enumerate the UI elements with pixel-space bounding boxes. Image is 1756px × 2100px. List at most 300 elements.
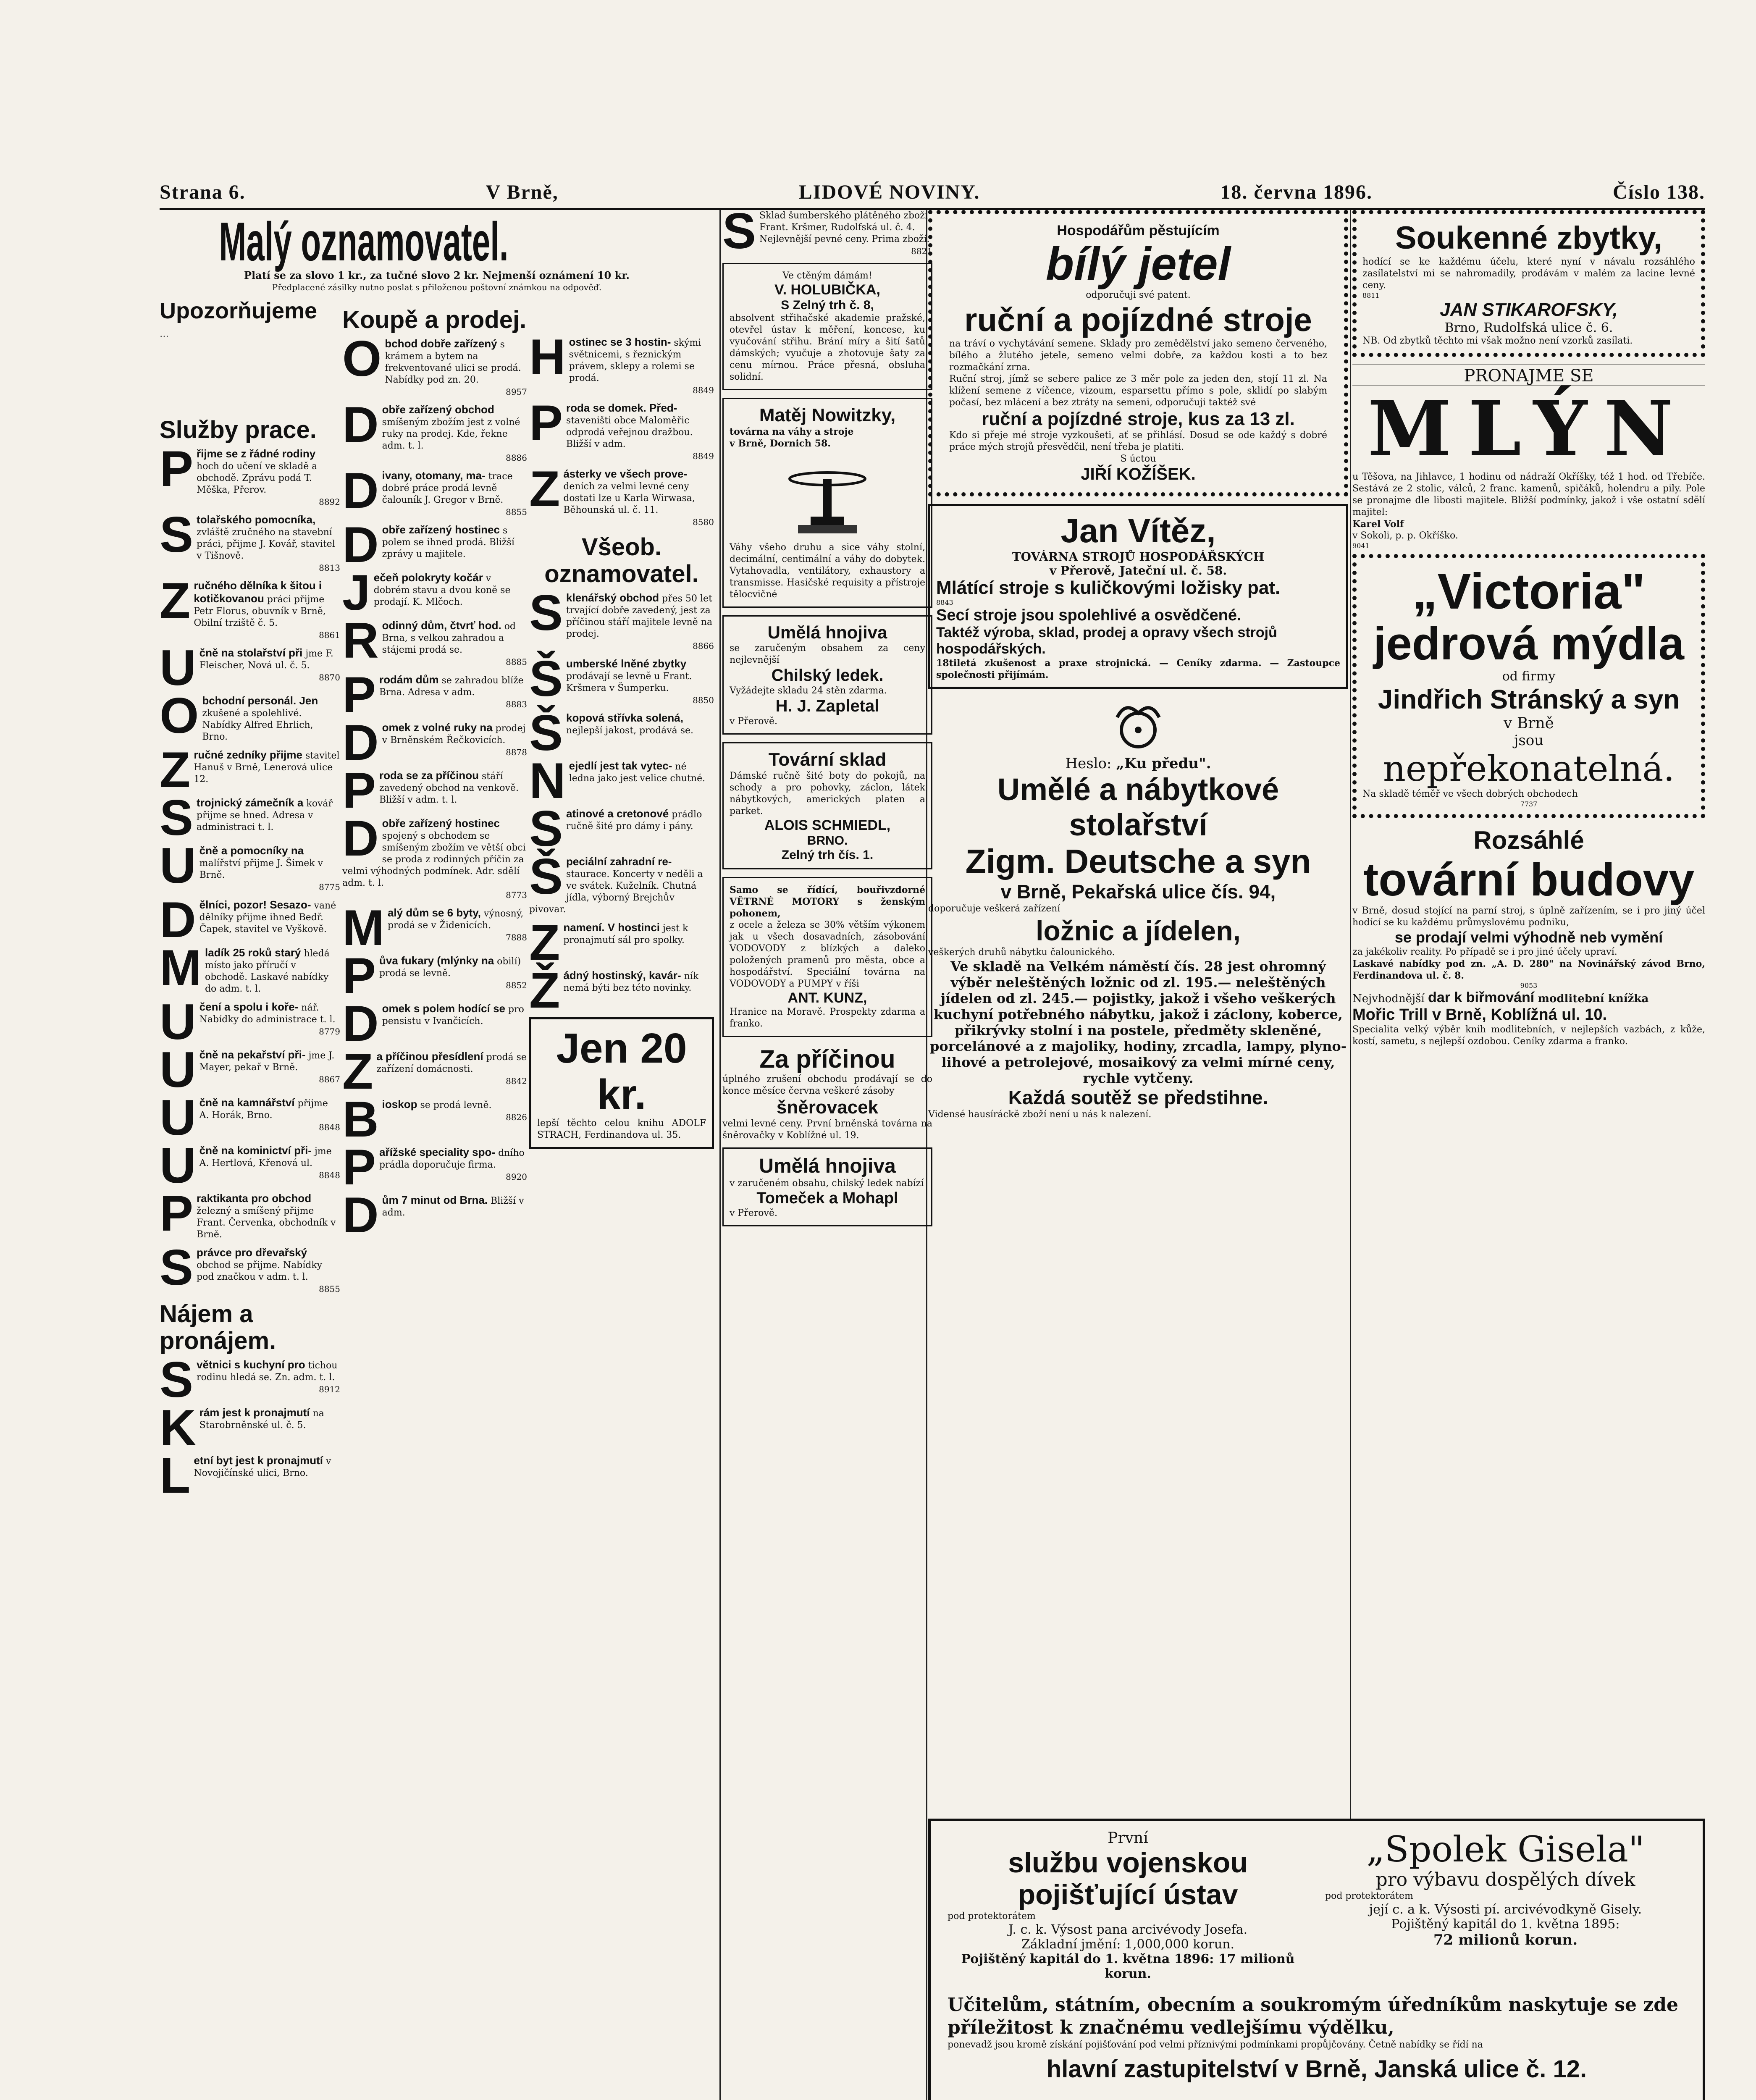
drop-cap: D: [342, 517, 379, 573]
ad-headline: rodám dům: [379, 673, 439, 686]
kozisek-text3: Kdo si přeje mé stroje vyzkoušeti, ať se přihlásí. Dosud se ode každý s dobré práce mých strojů přesvědčil, není třeba je platiti.: [949, 430, 1327, 452]
classified-ad: [160, 688, 340, 744]
pojisteni-agency: hlavní zastupitelství v Brně, Janská ulice č. 12.: [1046, 2055, 1587, 2083]
ad-headline: ručného dělníka k šitou i kotičkovanou: [194, 579, 322, 605]
ad-text: přijme A. Horák, Brno.: [199, 1098, 328, 1121]
budovy-offers: Laskavé nabídky pod zn. „A. D. 280" na Novinářský závod Brno, Ferdinandova ul. č. 8.: [1352, 958, 1705, 981]
ad-number: 8886: [506, 453, 527, 463]
ad-headline: omek z volné ruky na: [382, 721, 493, 734]
classified-ad: [342, 948, 527, 1004]
drop-cap: U: [160, 640, 196, 696]
section-vseob: Všeob. oznamovatel.: [544, 533, 699, 588]
column-classifieds-2: [342, 210, 527, 2100]
ad-victoria: [1352, 554, 1705, 818]
deutsch-recommend: doporučuje veškerá zařízení: [928, 903, 1060, 914]
classified-ad: [160, 1185, 340, 1242]
ad-headline: ům 7 minut od Brna.: [382, 1194, 488, 1206]
classified-ad: [342, 331, 527, 398]
vitez-experience: 18tiletá zkušenost a praxe strojnická. — Ceníky zdarma. — Zastoupce společnosti přijímám.: [936, 658, 1340, 680]
drop-cap: U: [160, 1089, 196, 1146]
ad-headline: čně na pekařství při-: [199, 1048, 306, 1061]
vitez-number: 8843: [936, 598, 953, 606]
deutsch-upholstery: veškerých druhů nábytku čalounického.: [928, 947, 1115, 958]
drop-cap: Š: [529, 651, 563, 707]
jen20-title: Jen 20 kr.: [556, 1025, 687, 1118]
classified-ad: [529, 801, 714, 857]
drop-cap: S: [722, 203, 756, 259]
trill-book: modlitební knížka: [1538, 992, 1649, 1005]
ad-text: hoch do učení ve skladě a obchodě. Zprávu podá T. Měška, Přerov.: [197, 461, 318, 495]
classified-ad: [342, 995, 527, 1052]
ad-headline: ejedlí jest tak vytec-: [569, 759, 672, 772]
classified-ad: [342, 714, 527, 771]
ad-kunz: [722, 877, 932, 1037]
classified-ad: [529, 848, 714, 916]
ad-headline: čení a spolu i koře-: [199, 1000, 299, 1013]
ad-headline: ařížské speciality spo-: [379, 1146, 496, 1158]
ad-text: obilí) prodá se levně.: [379, 956, 521, 979]
column-divider: [1350, 210, 1351, 2100]
chilsky-title: Chilský ledek.: [771, 666, 884, 685]
ad-headline: peciální zahradní re-: [566, 855, 672, 868]
ad-number: 8821: [911, 246, 932, 256]
ad-number: 8773: [506, 890, 527, 900]
ad-number: 8826: [506, 1112, 527, 1122]
ad-text: Sklad šumberského plátěného zboží Frant. Kršmer, Rudolfská ul. č. 4. Nejlevnější pevné ceny. Prima zboží.: [759, 210, 930, 244]
ad-number: 8849: [693, 451, 714, 461]
kozisek-text1: na tráví o vychytávání semene. Sklady pro zemědělství jako semeno červeného, bílého a žlutého jetele, semeno velmi dobře, za každou kosti a to bez rozmačkání zrna.: [949, 339, 1327, 373]
ad-headline: roda se domek. Před-: [566, 402, 677, 414]
trill-gift: dar k biřmování: [1428, 990, 1535, 1005]
deutsch-headline: Umělé a nábytkové stolařství: [997, 772, 1279, 842]
classified-list-3b: [529, 585, 714, 1018]
mlyn-header: PRONAJME SE: [1352, 365, 1705, 387]
column-ads-4: [722, 203, 932, 2100]
budovy-title: tovární budovy: [1363, 854, 1695, 906]
classified-ad: [160, 892, 340, 948]
vitez-address: v Přerově, Jateční ul. č. 58.: [1049, 564, 1227, 578]
classified-ad: [529, 651, 714, 707]
ad-headline: alý dům se 6 byty,: [387, 906, 481, 919]
pojisteni-capital: Základní jmění: 1,000,000 korun.: [1021, 1937, 1235, 1952]
victoria-are: jsou: [1514, 732, 1544, 749]
drop-cap: D: [342, 396, 379, 453]
classified-ad: [529, 461, 714, 528]
classified-list-3: [529, 329, 714, 528]
ad-headline: právce pro dřevařský: [197, 1246, 307, 1259]
ad-text: ník nemá býti bez této novinky.: [563, 971, 699, 993]
ad-text: železný a smíšený přijme Frant. Červenka, obchodník v Brně.: [197, 1206, 336, 1240]
classified-ad: [342, 564, 527, 621]
ad-text: smíšeným zbožím jest z volné ruky na prodej. Kde, řekne adm. t. l.: [382, 417, 520, 451]
column-divider: [719, 210, 721, 2100]
classified-ad: [160, 940, 340, 996]
ad-headline: větnici s kuchyní pro: [197, 1358, 305, 1371]
drop-cap: U: [160, 1042, 196, 1098]
ad-headline: roda se za příčinou: [379, 769, 479, 782]
issue-number: Číslo 138.: [1612, 181, 1705, 203]
column-ads-6: [1352, 210, 1705, 2100]
gisela-subtitle: pro výbavu dospělých dívek: [1375, 1869, 1635, 1890]
ad-number: 7888: [506, 932, 527, 942]
ad-number: 8878: [506, 747, 527, 757]
ad-text: staveništi obce Maloměřic odprodá veřejnou dražbou. Bližší v adm.: [566, 415, 693, 449]
drop-cap: P: [342, 948, 376, 1004]
ad-headline: ostinec se 3 hostin-: [569, 336, 671, 348]
budovy-sale: se prodají velmi výhodně neb vymění: [1394, 929, 1663, 946]
classified-ad: [529, 753, 714, 809]
holubicka-address: S Zelný trh č. 8,: [781, 298, 874, 312]
drop-cap: Ž: [529, 962, 560, 1018]
classified-ad: [529, 585, 714, 652]
ad-headline: tolařského pomocníka,: [197, 513, 316, 526]
classified-ad: [529, 395, 714, 462]
classified-ad: [160, 1447, 340, 1504]
drop-cap: H: [529, 329, 566, 385]
drop-cap: Z: [529, 461, 560, 517]
issue-date: 18. června 1896.: [1220, 181, 1373, 203]
ad-sklad: [722, 203, 932, 259]
kozisek-name: JIŘÍ KOŽÍŠEK.: [1081, 465, 1196, 483]
ad-text: stavitel Hanuš v Brně, Lenerová ulice 12.: [194, 751, 340, 785]
victoria-from: od firmy: [1502, 669, 1556, 684]
drop-cap: Š: [529, 705, 563, 761]
ad-text: vané dělníky přijme ihned Bedř. Čapek, stavitel ve Vyškově.: [199, 900, 336, 934]
victoria-city: v Brně: [1504, 715, 1554, 732]
ad-text: prodá se zařízení domácnosti.: [376, 1052, 527, 1074]
price-note: Předplacené zásilky nutno poslat s přiloženou poštovní známkou na odpověď.: [272, 282, 602, 292]
ad-trill: [1352, 990, 1705, 1047]
ad-text: staurace. Koncerty v neděli a ve svátek. Kuželník. Chutná jídla, výborný Brejchův pivovar.: [529, 869, 703, 915]
ad-text: pro pensistu v Ivančicích.: [382, 1004, 524, 1026]
deutsch-loznic: ložnic a jídelen,: [1036, 915, 1241, 946]
ad-headline: rám jest k pronajmutí: [199, 1406, 310, 1419]
classified-ad: [342, 517, 527, 573]
kozisek-text2: Ruční stroj, jímž se sebere palice ze 3 měr pole za jeden den, stojí 11 zl. Na klížení semene z víčence, vizoum, esparsettu přímo s pole, sklidí po slabým počasí, bez mlácení a bez ztráty na semeni, odporučuji taktéž své: [949, 374, 1327, 408]
umela-title: Umělá hnojiva: [767, 622, 887, 642]
zapletal-city: v Přerově.: [730, 716, 777, 727]
snerovacek-text: velmi levné ceny. První brněnská továrna na šněrovačky v Koblížné ul. 19.: [722, 1118, 932, 1141]
pojisteni-prvni: První: [1108, 1830, 1148, 1847]
alois-city: BRNO.: [807, 834, 848, 848]
ad-text: se prodá levně.: [420, 1100, 492, 1110]
kunz-headline: Samo se řídící, bouřivzdorné VĚTRNÉ MOTORY s ženským pohonem,: [730, 885, 925, 919]
classified-list-1: [160, 441, 340, 1296]
ad-number: 8580: [693, 517, 714, 527]
ad-text: spojený s obchodem se smíšeným zbožím ve větší obci se proda z rodinných příčin za velmi výhodných podmínek. Adr. sdělí adm. t. l.: [342, 831, 526, 888]
motto-label: Heslo:: [1065, 755, 1112, 772]
victoria-unbeatable: nepřekonatelná.: [1383, 748, 1675, 789]
kunz-addr: Hranice na Moravě. Prospekty zdarma a franko.: [730, 1007, 925, 1029]
drop-cap: S: [529, 585, 563, 641]
column-ads-5: [928, 210, 1348, 2100]
gisela-protektorat: pod protektorátem: [1325, 1891, 1413, 1901]
tovarni-title: Tovární sklad: [768, 749, 887, 770]
ad-text: v dobrém stavu a dvou koně se prodají. K. Mlčoch.: [373, 573, 511, 607]
ad-text: stáří zavedený obchod na venkově. Bližší v adm. t. l.: [379, 771, 519, 805]
holubicka-name: V. HOLUBIČKA,: [774, 282, 880, 298]
deutsch-motto: [928, 755, 1348, 772]
ad-text: nejlepší jakost, prodává se.: [566, 725, 694, 736]
nowitzky-body: Váhy všeho druhu a sice váhy stolní, decimální, centimální a váhy do dobytek. Vytahovadla, ventilátory, exhaustory a transmisse. Hasičské requisity a přístroje tělocvičné: [730, 542, 925, 600]
ad-number: 8848: [319, 1170, 340, 1180]
deutsch-stock: Ve skladě na Velkém náměstí čís. 28 jest ohromný výběr neleštěných ložnic od zl. 195.— neleštěných jídelen od zl. 245.— pojistky, jakož i všeho veškerých kuchyní potřebného nábytku, jakož i záclony, koberce, přikrývky stolní i na postele, předměty skleněné, porcelánové a z majoliky, hodiny, zrcadla, lampy, plyno-lihové a petrolejové, mosaikový za velmi mírné ceny, rychle vytčeny.: [930, 958, 1347, 1086]
drop-cap: M: [342, 900, 384, 956]
drop-cap: D: [342, 714, 379, 771]
classified-ad: [342, 900, 527, 956]
ad-text: výnosný, prodá se v Židenicích.: [387, 908, 524, 931]
umela-text: se zaručeným obsahem za ceny nejlevnější: [730, 643, 925, 665]
ad-deutsch: [928, 696, 1348, 1121]
ad-headline: omek s polem hodící se: [382, 1002, 505, 1015]
drop-cap: P: [342, 1139, 376, 1195]
classified-ad: [160, 790, 340, 846]
ad-text: malířství přijme J. Šimek v Brně.: [199, 858, 323, 880]
alois-name: ALOIS SCHMIEDL,: [764, 817, 891, 833]
ad-jen20: [529, 1017, 714, 1149]
kozisek-machines: ruční a pojízdné stroje: [964, 301, 1312, 338]
classified-ad: [160, 1352, 340, 1408]
budovy-headline: Rozsáhlé: [1473, 826, 1584, 854]
motto-text: „Ku předu".: [1116, 755, 1211, 772]
ad-number: 8849: [693, 385, 714, 395]
classified-ad: [160, 441, 340, 508]
drop-cap: Z: [529, 914, 560, 971]
ad-headline: ůva fukary (mlýnky na: [379, 954, 494, 967]
stikarofsky-nb: NB. Od zbytků těchto mi však možno není vzorků zasílati.: [1362, 336, 1633, 346]
ad-number: 8920: [506, 1172, 527, 1182]
kozisek-price: ruční a pojízdné stroje, kus za 13 zl.: [982, 409, 1295, 429]
ad-headline: ivany, otomany, ma-: [382, 469, 486, 482]
classified-ad: [160, 572, 340, 641]
victoria-title: „Victoria": [1412, 563, 1646, 620]
stikarofsky-text: hodící se ke každému účelu, které nyní v návalu rozsáhlého zasílatelství mi se nahromadily, prodávám v malém za lacine levné ceny.: [1362, 257, 1695, 291]
tomecek-text: v zaručeném obsahu, chilský ledek nabízí: [730, 1178, 924, 1189]
drop-cap: O: [160, 688, 199, 744]
section-upozornujeme: Upozorňujeme: [160, 298, 318, 323]
victoria-stock: Na skladě téměř ve všech dobrých obchodech: [1362, 789, 1578, 799]
drop-cap: D: [160, 892, 196, 948]
ad-nowitzky: [722, 398, 932, 608]
classified-ad: [342, 1091, 527, 1147]
drop-cap: D: [342, 1187, 379, 1243]
ad-headline: čně na stolařství při: [199, 646, 303, 659]
classified-ad: [160, 1399, 340, 1456]
classified-ad: [160, 640, 340, 696]
ad-text: Bližší v adm.: [382, 1196, 524, 1218]
kunz-body: z ocele a železa se 30% větším výkonem jak u všech dosavadních, zásobování VODOVODY z blízkých a daleko položených pramenů pro města, obce a hospodářství. Speciální továrna na VODOVODY a PUMPY v říši: [730, 920, 925, 989]
ad-text: prodej v Brněnském Řečkovicích.: [382, 723, 526, 746]
classified-ad: [160, 837, 340, 894]
classified-ad: [529, 329, 714, 396]
ad-number: 8813: [319, 563, 340, 573]
ad-umela-hnojiva: [722, 615, 932, 735]
drop-cap: P: [342, 667, 376, 723]
upozornujeme-text: …: [160, 329, 169, 339]
pojisteni-patron: J. c. k. Výsost pana arcivévody Josefa.: [1008, 1922, 1248, 1937]
ad-headline: namení. V hostinci: [563, 921, 660, 934]
trill-name: Mořic Trill v Brně, Koblížná ul. 10.: [1352, 1006, 1607, 1024]
ad-number: 8855: [506, 507, 527, 517]
drop-cap: S: [160, 790, 194, 846]
ad-headline: bchodní personál. Jen: [202, 694, 318, 707]
vitez-threshers: Mlátící stroje s kuličkovými ložisky pat.: [936, 578, 1281, 598]
price-line: Platí se za slovo 1 kr., za tučné slovo 2 kr. Nejmenší oznámení 10 kr.: [244, 269, 630, 281]
drop-cap: U: [160, 994, 196, 1050]
ad-headline: etní byt jest k pronajmutí: [194, 1454, 323, 1467]
drop-cap: Š: [529, 848, 563, 905]
ad-headline: bchod dobře zařízený: [385, 337, 497, 350]
ad-headline: kopová střívka solená,: [566, 711, 683, 724]
budovy-text2: za jakékoliv reality. Po případě se i pro jiné účely upraví.: [1352, 947, 1617, 957]
ad-text: skými světnicemi, s řeznickým právem, sklepy a rolemi se prodá.: [569, 338, 701, 383]
classified-ad: [160, 1089, 340, 1146]
gisela-title: „Spolek Gisela": [1366, 1829, 1645, 1870]
ad-headline: odinný dům, čtvrť hod.: [382, 619, 501, 632]
ad-headline: řijme se z řádné rodiny: [197, 447, 316, 460]
ad-number: 8867: [319, 1074, 340, 1084]
drop-cap: K: [160, 1399, 196, 1456]
tomecek-city: v Přerově.: [730, 1208, 777, 1218]
gisela-patron: její c. a k. Výsosti pí. arcivévodkyně Gisely.: [1369, 1902, 1642, 1917]
ad-headline: raktikanta pro obchod: [197, 1192, 312, 1205]
kunz-name: ANT. KUNZ,: [787, 990, 867, 1006]
classified-list-1b: [160, 1352, 340, 1504]
ad-holubicka: [722, 263, 932, 390]
ad-text: zkušené a spolehlivé. Nabídky Alfred Ehrlich, Brno.: [202, 708, 313, 742]
ad-headline: ečeň polokryty kočár: [373, 571, 483, 584]
ad-tovarni-sklad: [722, 742, 932, 869]
pojisteni-offer2: ponevadž jsou kromě získání pojišťování pod velmi příznivými podmínkami propůjčovány. Četně nabídky se řídí na: [948, 2040, 1483, 2050]
drop-cap: Z: [160, 572, 191, 629]
classified-ad: [160, 742, 340, 798]
ad-headline: ásterky ve všech prove-: [563, 467, 688, 480]
classified-ad: [342, 462, 527, 519]
page-number: Strana 6.: [160, 181, 246, 203]
ad-mlyn: [1352, 365, 1705, 550]
zapricinou-title: Za příčinou: [759, 1045, 895, 1073]
tomecek-title: Umělá hnojiva: [759, 1155, 896, 1177]
drop-cap: U: [160, 837, 196, 894]
drop-cap: S: [160, 1352, 194, 1408]
ad-number: 8866: [693, 641, 714, 651]
mlyn-number: 9041: [1352, 542, 1370, 550]
drop-cap: D: [342, 462, 379, 519]
ad-headline: čně na kamnářství: [199, 1096, 295, 1109]
holubicka-greeting: Ve ctěným dámám!: [782, 270, 872, 281]
section-sluzby: Služby prace.: [160, 416, 317, 444]
ad-text: nář. Nabídky do administrace t. l.: [199, 1003, 336, 1025]
ad-number: 8885: [506, 657, 527, 667]
drop-cap: M: [160, 940, 202, 996]
stikarofsky-name: JAN STIKAROFSKY,: [1440, 299, 1618, 320]
ad-headline: klenářský obchod: [566, 591, 659, 604]
classified-ad: [342, 1187, 527, 1243]
ad-pojisteni: [928, 1819, 1705, 2100]
deutsch-competition: Každá soutěž se předstihne.: [1008, 1087, 1268, 1108]
gisela-capital-label: Pojištěný kapitál do 1. května 1895:: [1391, 1917, 1620, 1932]
drop-cap: S: [160, 507, 194, 563]
pojisteni-title: službu vojenskou pojišťující ústav: [1008, 1847, 1248, 1911]
ad-text: dního prádla doporučuje firma.: [379, 1148, 525, 1170]
ad-text: trace dobré práce prodá levně čalouník J. Gregor v Brně.: [382, 471, 513, 505]
ad-text: přes 50 let trvající dobře zavedený, jest za příčinou stáří majitele levně na prodej.: [566, 593, 713, 639]
ad-text: hledá místo jako příručí v obchodě. Laskavé nabídky do adm. t. l.: [205, 948, 330, 994]
nowitzky-line3: v Brně, Dornich 58.: [730, 438, 831, 449]
ad-headline: ádný hostinský, kavár-: [563, 969, 681, 982]
ad-number: 8850: [693, 695, 714, 705]
ad-text: s polem se ihned prodá. Bližší zprávy u majitele.: [382, 525, 514, 559]
ad-stikarofsky: [1352, 210, 1705, 357]
ad-number: 8842: [506, 1076, 527, 1086]
ad-headline: obře zařízený obchod: [382, 403, 494, 416]
ad-text: jme J. Mayer, pekař v Brně.: [199, 1050, 335, 1073]
ad-number: 8883: [506, 699, 527, 709]
victoria-soap: jedrová mýdla: [1373, 618, 1684, 669]
ad-text: práci přijme Petr Florus, obuvník v Brně, Obilní trziště č. 5.: [194, 594, 326, 628]
ad-headline: a příčinou přesídlení: [376, 1050, 483, 1063]
classified-ad: [160, 1239, 340, 1296]
ad-number: 8852: [506, 980, 527, 990]
drop-cap: Z: [342, 1043, 373, 1100]
drop-cap: U: [160, 1137, 196, 1194]
chilsky-text: Vyžádejte skladu 24 stěn zdarma.: [730, 685, 887, 696]
city: V Brně,: [486, 181, 559, 203]
ad-headline: umberské lněné zbytky: [566, 657, 687, 670]
classified-ad: [342, 1043, 527, 1100]
classified-ad: [160, 507, 340, 574]
ad-tovarni-budovy: [1352, 826, 1705, 990]
scale-illustration: [781, 454, 874, 538]
ad-number: 8848: [319, 1122, 340, 1132]
mlyn-owner-address: v Sokoli, p. p. Okříško.: [1352, 530, 1458, 541]
ad-text: jme F. Fleischer, Nová ul. č. 5.: [199, 648, 333, 671]
stikarofsky-number: 8811: [1362, 291, 1380, 299]
vitez-repairs: Taktéž výroba, sklad, prodej a opravy všech strojů hospodářských.: [936, 625, 1277, 657]
ad-text: zvláště zručného na stavební práci, přijme J. Kovář, stavitel v Tišnově.: [197, 527, 335, 561]
jen20-text: lepší těchto celou knihu ADOLF STRACH, Ferdinandova ul. 35.: [537, 1118, 706, 1140]
ad-headline: atinové a cretonové: [566, 807, 669, 820]
ad-headline: čně a pomocníky na: [199, 844, 304, 857]
nowitzky-name: Matěj Nowitzky,: [759, 405, 896, 425]
mlyn-title: MLÝN: [1368, 385, 1690, 473]
ad-number: 8957: [506, 387, 527, 397]
pojisteni-offer: Učitelům, státním, obecním a soukromým úředníkům naskytuje se zde příležitost k značnému vedlejšímu výdělku,: [948, 1994, 1679, 2038]
tomecek-name: Tomeček a Mohapl: [756, 1189, 898, 1207]
drop-cap: P: [342, 762, 376, 819]
pojisteni-insured: Pojištěný kapitál do 1. května 1896: 17 milionů korun.: [961, 1952, 1295, 1981]
ad-text: od Brna, s velkou zahradou a stájemi prodá se.: [382, 621, 516, 655]
winged-wheel-icon: [1109, 696, 1168, 755]
classified-list-2: [342, 331, 527, 1243]
ad-text: jme A. Hertlová, Křenová ul.: [199, 1146, 332, 1168]
classified-ad: [342, 810, 527, 901]
drop-cap: Z: [160, 742, 191, 798]
ad-headline: obře zařízený hostinec: [382, 817, 500, 830]
ad-number: 8861: [319, 630, 340, 640]
ad-text: prádlo ručně šité pro dámy i pány.: [566, 809, 702, 832]
ad-headline: ladík 25 roků starý: [205, 946, 301, 959]
mlyn-text: u Těšova, na Jihlavce, 1 hodinu od nádraží Okříšky, též 1 hod. od Třebíče. Sestává ze 2 stolic, válců, 2 franc. kamenů, spičáků, holendru a pily. Pole se pronajme dle libosti majitele. Bližší podmínky, jakož i vše ostatní sdělí majitel:: [1352, 472, 1705, 517]
stikarofsky-address: Brno, Rudolfská ulice č. 6.: [1444, 320, 1613, 335]
drop-cap: B: [342, 1091, 379, 1147]
kozisek-signoff: S úctou: [1120, 454, 1156, 464]
kozisek-headline: Hospodářům pěstujícím: [1057, 223, 1220, 239]
drop-cap: D: [342, 810, 379, 866]
classified-ad: [160, 1042, 340, 1098]
ad-text: né ledna jako jest velice chutné.: [569, 761, 706, 784]
ad-text: prodávají se levně u Frant. Kršmera v Šumperku.: [566, 671, 692, 693]
